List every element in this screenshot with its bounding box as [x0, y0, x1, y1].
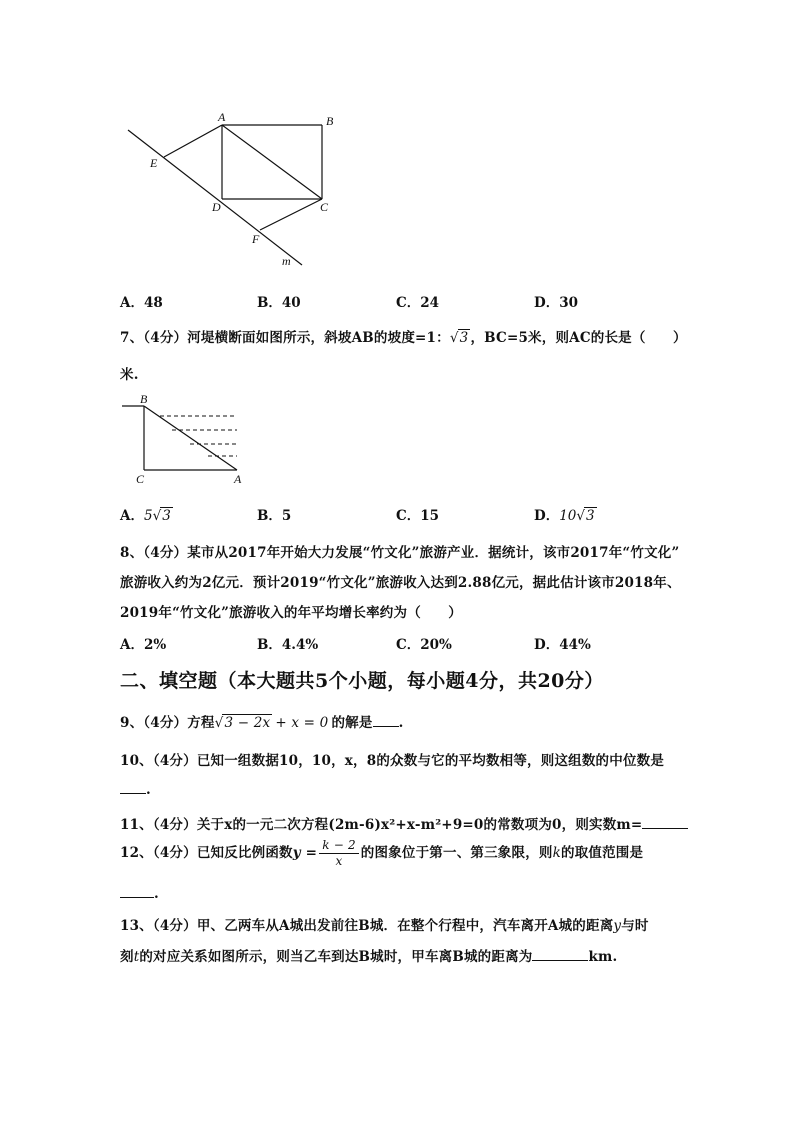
q7-radicand: 3	[459, 330, 469, 346]
sqrt-symbol: √	[449, 330, 459, 346]
q7-option-a: A．5√3	[120, 508, 171, 524]
q13-answer-blank[interactable]	[532, 948, 588, 961]
label-B: B	[326, 114, 334, 128]
q8-line-1: 8、（4分）某市从2017年开始大力发展“竹文化”旅游产业．据统计，该市2017年“竹文化”	[120, 545, 680, 561]
segment-AE	[164, 125, 222, 157]
label-D: D	[212, 200, 221, 214]
q6-option-c: C．24	[396, 295, 440, 311]
figure-embankment	[120, 390, 250, 490]
line-m	[128, 130, 302, 265]
q6-option-a: A．48	[120, 295, 163, 311]
question-9: 9、（4分）方程√3 − 2x + x = 0 的解是 .	[120, 715, 404, 731]
q8-line-3: 2019年“竹文化”旅游收入的年平均增长率约为（ ）	[120, 605, 463, 621]
q8-option-b: B．4.4%	[257, 637, 319, 653]
q6-option-b: B．40	[257, 295, 301, 311]
q12-k: k	[552, 845, 561, 861]
q12-line-2: .	[120, 885, 159, 902]
q9-answer-blank[interactable]	[373, 714, 399, 727]
sqrt-symbol: √	[152, 508, 162, 524]
label-A: A	[218, 110, 226, 124]
q13-line-2: 刻t的对应关系如图所示，则当乙车到达B城时，甲车离B城的距离为 km.	[120, 949, 618, 965]
water-lines	[160, 416, 237, 456]
segment-CF	[260, 199, 322, 230]
q7-prefix: 7、（4分）河堤横断面如图所示，斜坡AB的坡度=1：	[120, 330, 450, 346]
label-C: C	[136, 472, 145, 486]
q7-option-b: B．5	[257, 508, 292, 524]
q8-option-d: D．44%	[534, 637, 591, 653]
q8-line-2: 旅游收入约为2亿元．预计2019“竹文化”旅游收入达到2.88亿元，据此估计该市2018年、	[120, 575, 681, 591]
label-m: m	[282, 254, 291, 268]
q6-option-d: D．30	[534, 295, 578, 311]
q7-suffix: ，BC=5米，则AC的长是（ ）	[470, 330, 687, 346]
q8-option-a: A．2%	[120, 637, 167, 653]
q12-y-eq: y =	[292, 845, 318, 861]
q9-equation-rest: + x = 0	[275, 715, 329, 731]
question-11: 11、（4分）关于x的一元二次方程(2m-6)x²+x-m²+9=0的常数项为0，则实数m=	[120, 813, 688, 833]
label-B: B	[140, 392, 148, 406]
q7-line-2: 米.	[120, 367, 139, 383]
sqrt-symbol: √	[214, 715, 224, 731]
label-A: A	[234, 472, 242, 486]
q12-fraction: $\frac{k - 2}{x}$	[319, 838, 359, 869]
q11-answer-blank[interactable]	[642, 816, 688, 829]
question-12: 12、（4分）已知反比例函数y = $\frac{k - 2}{x}$ 的图象位于第一、第三象限，则k的取值范围是	[120, 838, 644, 868]
question-7	[120, 326, 687, 346]
q13-line-1: 13、（4分）甲、乙两车从A城出发前往B城．在整个行程中，汽车离开A城的距离y与时	[120, 918, 649, 934]
label-E: E	[150, 156, 158, 170]
q7-d-radicand: 3	[586, 508, 595, 524]
q10-line-2: .	[120, 781, 151, 798]
figure-rectangle-with-line-m	[120, 105, 350, 275]
q9-radicand: 3 − 2x	[224, 715, 271, 731]
sqrt-symbol: √	[576, 508, 586, 524]
section-2-title: 二、填空题（本大题共5个小题，每小题4分，共20分）	[120, 670, 604, 692]
q8-option-c: C．20%	[396, 637, 452, 653]
q7-option-d: D．10√3	[534, 508, 595, 524]
label-C: C	[320, 200, 329, 214]
q7-a-coef: 5	[143, 508, 153, 524]
q10-answer-blank[interactable]	[120, 781, 146, 794]
q7-a-radicand: 3	[162, 508, 171, 524]
q10-line-1: 10、（4分）已知一组数据10，10，x，8的众数与它的平均数相等，则这组数的中位数是	[120, 753, 665, 769]
q12-answer-blank[interactable]	[120, 885, 154, 898]
q7-option-c: C．15	[396, 508, 440, 524]
diagonal-AC	[222, 125, 322, 199]
label-F: F	[252, 232, 260, 246]
q7-d-coef: 10	[559, 508, 577, 524]
